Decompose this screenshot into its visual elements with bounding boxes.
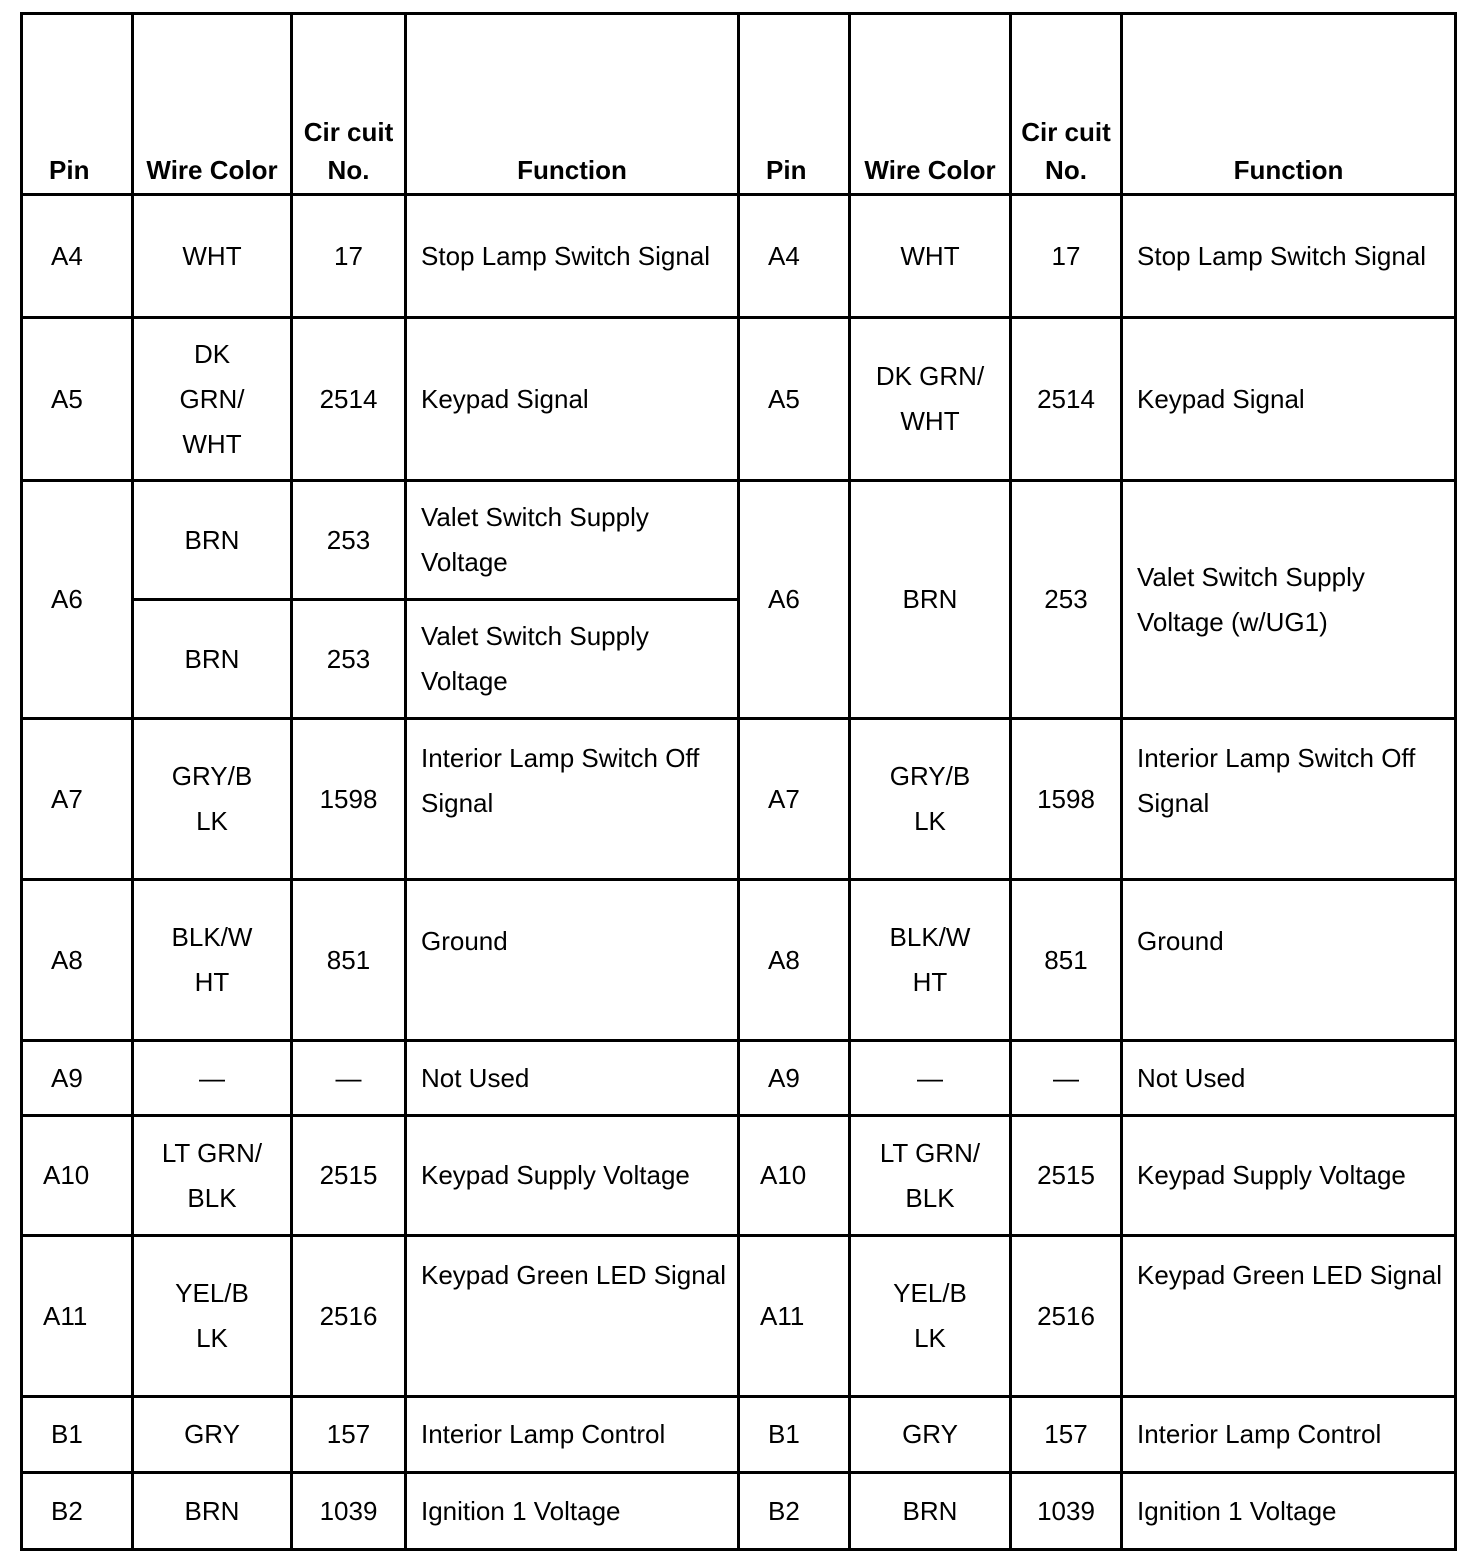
wire-color-cell: BRN <box>850 1473 1011 1550</box>
pin-cell: A8 <box>739 880 850 1041</box>
pin-cell: B2 <box>22 1473 133 1550</box>
connector-pinout-table <box>20 12 1457 1551</box>
table-row <box>22 481 1456 600</box>
circuit-cell: 2515 <box>1011 1116 1122 1236</box>
wire-color-cell: BRN <box>133 600 292 719</box>
wire-color-cell: BRN <box>850 481 1011 719</box>
function-cell: Interior Lamp Control <box>1122 1397 1456 1473</box>
wire-color-cell: GRY <box>850 1397 1011 1473</box>
circuit-cell: 253 <box>292 600 406 719</box>
header-wire-color: Wire Color <box>133 14 292 195</box>
circuit-cell: 851 <box>292 880 406 1041</box>
function-cell: Not Used <box>406 1041 739 1116</box>
header-function: Function <box>1122 14 1456 195</box>
pin-cell: A4 <box>22 195 133 318</box>
wire-color-cell: LT GRN/ BLK <box>133 1116 292 1236</box>
circuit-cell: 1039 <box>292 1473 406 1550</box>
wire-color-cell: LT GRN/ BLK <box>850 1116 1011 1236</box>
table-row <box>22 1041 1456 1116</box>
wire-color-cell: DK GRN/ WHT <box>133 318 292 481</box>
pin-cell: A6 <box>739 481 850 719</box>
function-cell: Valet Switch Supply Voltage <box>406 481 739 600</box>
header-circuit-no: Cir cuit No. <box>292 14 406 195</box>
circuit-cell: 2516 <box>1011 1236 1122 1397</box>
wire-color-cell: BLK/W HT <box>133 880 292 1041</box>
circuit-cell: 2514 <box>1011 318 1122 481</box>
circuit-cell: 2516 <box>292 1236 406 1397</box>
pin-cell: A10 <box>22 1116 133 1236</box>
pin-cell: A6 <box>22 481 133 719</box>
function-cell: Ground <box>406 880 739 1041</box>
function-cell: Valet Switch Supply Voltage <box>406 600 739 719</box>
table-row <box>22 880 1456 1041</box>
pin-cell: B1 <box>22 1397 133 1473</box>
wire-color-cell: GRY/B LK <box>133 719 292 880</box>
circuit-cell: 851 <box>1011 880 1122 1041</box>
wire-color-cell: BRN <box>133 1473 292 1550</box>
function-cell: Valet Switch Supply Voltage (w/UG1) <box>1122 481 1456 719</box>
wire-color-cell: WHT <box>133 195 292 318</box>
function-cell: Interior Lamp Control <box>406 1397 739 1473</box>
table-row <box>22 1116 1456 1236</box>
pin-cell: A4 <box>739 195 850 318</box>
pin-cell: A11 <box>739 1236 850 1397</box>
circuit-cell: — <box>1011 1041 1122 1116</box>
circuit-cell: 17 <box>1011 195 1122 318</box>
circuit-cell: 2515 <box>292 1116 406 1236</box>
pin-cell: A5 <box>22 318 133 481</box>
header-pin: Pin <box>739 14 850 195</box>
circuit-cell: 1039 <box>1011 1473 1122 1550</box>
wire-color-cell: GRY/B LK <box>850 719 1011 880</box>
function-cell: Ignition 1 Voltage <box>406 1473 739 1550</box>
function-cell: Ignition 1 Voltage <box>1122 1473 1456 1550</box>
circuit-cell: 17 <box>292 195 406 318</box>
circuit-cell: 253 <box>292 481 406 600</box>
header-function: Function <box>406 14 739 195</box>
table-row <box>22 1397 1456 1473</box>
pin-cell: A5 <box>739 318 850 481</box>
function-cell: Stop Lamp Switch Signal <box>406 195 739 318</box>
header-wire-color: Wire Color <box>850 14 1011 195</box>
pin-cell: A9 <box>739 1041 850 1116</box>
function-cell: Stop Lamp Switch Signal <box>1122 195 1456 318</box>
pin-cell: A7 <box>739 719 850 880</box>
function-cell: Keypad Signal <box>1122 318 1456 481</box>
wire-color-cell: BRN <box>133 481 292 600</box>
header-circuit-no: Cir cuit No. <box>1011 14 1122 195</box>
wire-color-cell: YEL/B LK <box>850 1236 1011 1397</box>
wire-color-cell: DK GRN/ WHT <box>850 318 1011 481</box>
table-row <box>22 1473 1456 1550</box>
pin-cell: A9 <box>22 1041 133 1116</box>
function-cell: Interior Lamp Switch Off Signal <box>1122 719 1456 880</box>
function-cell: Ground <box>1122 880 1456 1041</box>
pin-cell: A11 <box>22 1236 133 1397</box>
pin-cell: B1 <box>739 1397 850 1473</box>
circuit-cell: 1598 <box>1011 719 1122 880</box>
circuit-cell: 157 <box>1011 1397 1122 1473</box>
pin-cell: A10 <box>739 1116 850 1236</box>
pin-cell: A8 <box>22 880 133 1041</box>
header-pin: Pin <box>22 14 133 195</box>
wire-color-cell: BLK/W HT <box>850 880 1011 1041</box>
function-cell: Keypad Signal <box>406 318 739 481</box>
function-cell: Keypad Supply Voltage <box>406 1116 739 1236</box>
function-cell: Keypad Green LED Signal <box>406 1236 739 1397</box>
table-row <box>22 719 1456 880</box>
function-cell: Keypad Green LED Signal <box>1122 1236 1456 1397</box>
table-row <box>22 195 1456 318</box>
function-cell: Not Used <box>1122 1041 1456 1116</box>
wire-color-cell: — <box>850 1041 1011 1116</box>
function-cell: Interior Lamp Switch Off Signal <box>406 719 739 880</box>
pin-cell: B2 <box>739 1473 850 1550</box>
table-row <box>22 318 1456 481</box>
wire-color-cell: YEL/B LK <box>133 1236 292 1397</box>
circuit-cell: 157 <box>292 1397 406 1473</box>
circuit-cell: 253 <box>1011 481 1122 719</box>
circuit-cell: 2514 <box>292 318 406 481</box>
circuit-cell: 1598 <box>292 719 406 880</box>
wire-color-cell: — <box>133 1041 292 1116</box>
header-row <box>22 14 1456 195</box>
circuit-cell: — <box>292 1041 406 1116</box>
table-row <box>22 1236 1456 1397</box>
wire-color-cell: WHT <box>850 195 1011 318</box>
pin-cell: A7 <box>22 719 133 880</box>
wire-color-cell: GRY <box>133 1397 292 1473</box>
function-cell: Keypad Supply Voltage <box>1122 1116 1456 1236</box>
